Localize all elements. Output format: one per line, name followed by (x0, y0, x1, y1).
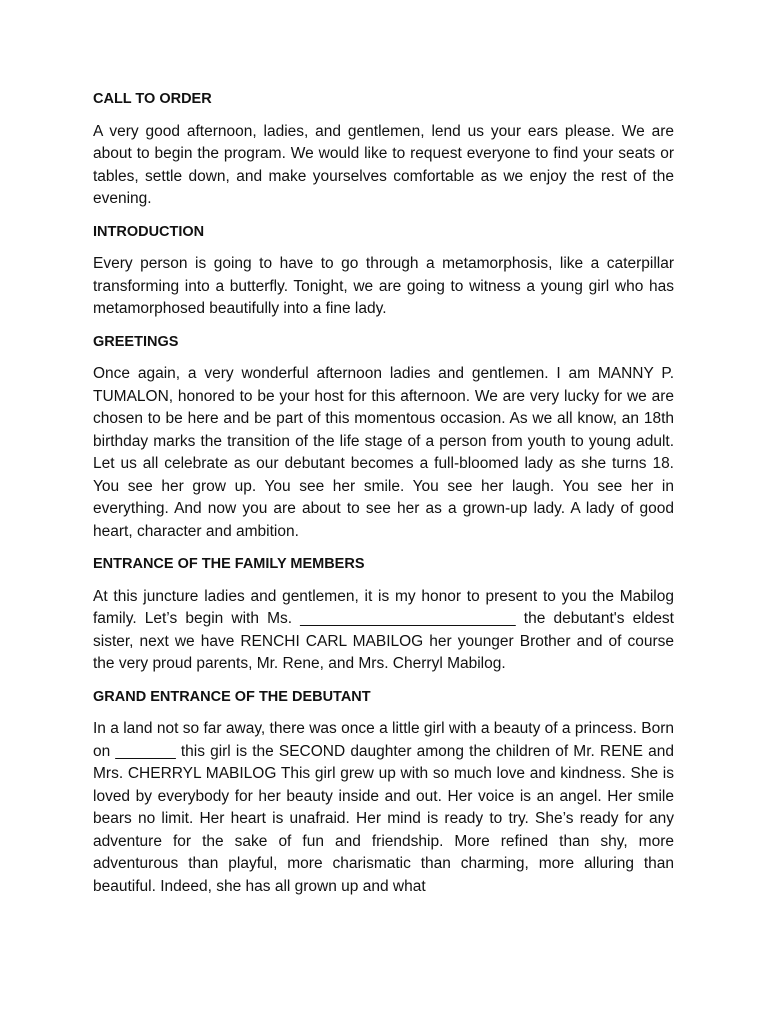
section-heading-debutant-entrance: GRAND ENTRANCE OF THE DEBUTANT (93, 688, 371, 705)
section-heading-introduction: INTRODUCTION (93, 223, 205, 240)
section-paragraph-introduction: Every person is going to have to go through a metamorphosis, like a caterpillar transforming into a butterfly. Tonight, we are going to witness a young girl who has metamorphosed beautifully into a fine lady. (93, 255, 674, 317)
section-heading-call-to-order: CALL TO ORDER (93, 91, 212, 107)
section-paragraph-greetings: Once again, a very wonderful afternoon ladies and gentlemen. I am MANNY P. TUMALON, honored to be your host for this afternoon. We are very lucky for we are chosen to be here and be part of this momentous occasion. As we all know, an 18th birthday marks the transition of the life stage of a person from youth to young adult. Let us all celebrate as our debutant becomes a full-bloomed lady as she turns 18. You see her grow up. You see her smile. You see her laugh. You see her in everything. And now you are about to see her as a grown-up lady. A lady of good heart, character and ambition. (93, 365, 674, 540)
section-heading-family-entrance: ENTRANCE OF THE FAMILY MEMBERS (93, 556, 365, 572)
section-heading-greetings: GREETINGS (93, 333, 179, 350)
section-paragraph-call-to-order: A very good afternoon, ladies, and gentlemen, lend us your ears please. We are about to begin the program. We would like to request everyone to find your seats or tables, settle down, and make yourselves comfortable as we enjoy the rest of the evening. (93, 122, 674, 207)
document-body (93, 88, 674, 908)
section-paragraph-debutant-entrance: In a land not so far away, there was once a little girl with a beauty of a princess. Born on _______ this girl is the SECOND daughter among the children of Mr. RENE and Mrs. CHERRYL MABILOG This girl grew up with so much love and kindness. She is loved by everybody for her beauty inside and out. Her voice is an angel. Her smile bears no limit. Her heart is unafraid. Her mind is ready to try. She’s ready for any adventure for the sake of fun and friendship. More refined than shy, more adventurous than playful, more charismatic than charming, more alluring than beautiful. Indeed, she has all grown up and what (93, 720, 674, 895)
section-paragraph-family-entrance: At this juncture ladies and gentlemen, it is my honor to present to you the Mabilog family. Let’s begin with Ms. _________________________ the debutant's eldest sister, next we have RENCHI CARL MABILOG her younger Brother and of course the very proud parents, Mr. Rene, and Mrs. Cherryl Mabilog. (93, 587, 674, 672)
